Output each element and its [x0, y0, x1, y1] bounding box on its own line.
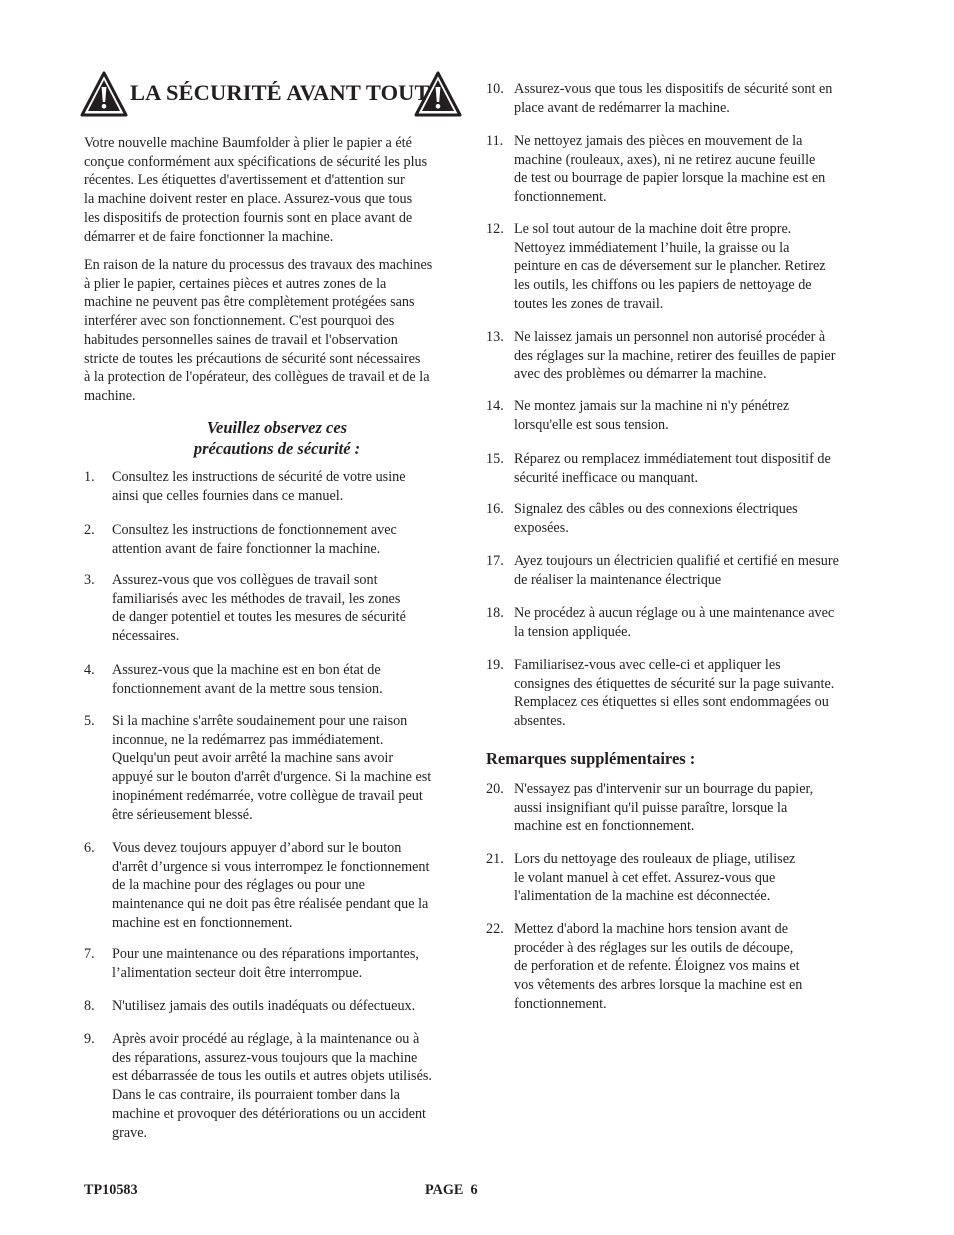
- intro-paragraph: [84, 134, 470, 246]
- text-line: N'essayez pas d'intervenir sur un bourrage du papier,: [514, 781, 814, 797]
- text-line: machine et provoquer des détériorations ou un accident: [112, 1105, 426, 1122]
- text-line: Assurez-vous que tous les dispositifs de sécurité sont en: [514, 81, 833, 97]
- text-line: Signalez des câbles ou des connexions électriques: [514, 501, 798, 517]
- list-item-number: 7.: [84, 946, 95, 962]
- list-item-text: [514, 780, 813, 836]
- text-line: habitudes personnelles saines de travail et l'observation: [84, 331, 398, 348]
- list-item-number: 6.: [84, 840, 95, 856]
- text-line: de test ou bourrage de papier lorsque la machine est en: [514, 170, 826, 187]
- list-item-text: [514, 80, 832, 117]
- text-line: N'utilisez jamais des outils inadéquats ou défectueux.: [112, 998, 416, 1014]
- text-line: Ayez toujours un électricien qualifié et certifié en mesure: [514, 553, 839, 569]
- text-line: machine est en fonctionnement.: [112, 914, 293, 931]
- list-item-text: [112, 571, 406, 646]
- list-item-number: 14.: [486, 398, 504, 414]
- text-line: avec des problèmes ou démarrer la machine.: [514, 366, 767, 383]
- list-item-number: 18.: [486, 605, 504, 621]
- text-line: d'arrêt d’urgence si vous interrompez le fonctionnement: [112, 858, 430, 875]
- remarks-heading: Remarques supplémentaires :: [486, 749, 696, 768]
- text-line: démarrer et de faire fonctionner la machine.: [84, 228, 334, 245]
- text-line: Consultez les instructions de sécurité de votre usine: [112, 469, 406, 485]
- text-line: interférer avec son fonctionnement. C'est pourquoi des: [84, 313, 395, 330]
- list-item-number: 21.: [486, 851, 504, 867]
- list-item-text: [112, 997, 415, 1016]
- text-line: les outils, les chiffons ou les papiers de nettoyage de: [514, 277, 812, 294]
- list-item-number: 3.: [84, 572, 95, 588]
- text-line: attention avant de faire fonctionner la machine.: [112, 540, 381, 557]
- text-line: de réaliser la maintenance électrique: [514, 571, 722, 588]
- text-line: Lors du nettoyage des rouleaux de pliage, utilisez: [514, 851, 796, 867]
- list-item-number: 13.: [486, 329, 504, 345]
- list-item-number: 15.: [486, 451, 504, 467]
- list-item-number: 19.: [486, 657, 504, 673]
- intro-paragraph-2: [84, 256, 470, 406]
- list-item-number: 16.: [486, 501, 504, 517]
- text-line: l’alimentation secteur doit être interrompue.: [112, 964, 363, 981]
- text-line: place avant de redémarrer la machine.: [514, 99, 730, 116]
- list-item-text: [514, 220, 826, 314]
- text-line: les dispositifs de protection fournis sont en place avant de: [84, 209, 413, 226]
- list-item-text: [514, 920, 802, 1014]
- text-line: Ne procédez à aucun réglage ou à une maintenance avec: [514, 605, 835, 621]
- text-line: à la protection de l'opérateur, des collègues de travail et de la: [84, 369, 430, 386]
- list-item-number: 2.: [84, 522, 95, 538]
- list-item-number: 12.: [486, 221, 504, 237]
- page-title: LA SÉCURITÉ AVANT TOUT: [130, 80, 430, 105]
- text-line: la tension appliquée.: [514, 623, 632, 640]
- list-item-number: 5.: [84, 713, 95, 729]
- text-line: de danger potentiel et toutes les mesures de sécurité: [112, 609, 406, 626]
- text-line: machine est en fonctionnement.: [514, 818, 695, 835]
- list-item-text: [112, 712, 431, 824]
- text-line: la machine doivent rester en place. Assurez-vous que tous: [84, 191, 413, 208]
- list-item-text: [514, 500, 798, 537]
- list-item-number: 11.: [486, 133, 504, 149]
- text-line: Assurez-vous que la machine est en bon état de: [112, 662, 381, 678]
- text-line: procéder à des réglages sur les outils de découpe,: [514, 939, 794, 956]
- text-line: Après avoir procédé au réglage, à la maintenance ou à: [112, 1031, 420, 1047]
- text-line: machine (rouleaux, axes), ni ne retirez aucune feuille: [514, 151, 816, 168]
- page-number: PAGE 6: [425, 1182, 478, 1198]
- warning-triangle-icon: [80, 71, 128, 117]
- text-line: machine ne peuvent pas être complètement protégées sans: [84, 294, 415, 311]
- text-line: fonctionnement.: [514, 995, 607, 1012]
- text-line: Ne laissez jamais un personnel non autorisé procéder à: [514, 329, 826, 345]
- text-line: Familiarisez-vous avec celle-ci et appliquer les: [514, 657, 781, 673]
- list-item-text: [514, 132, 825, 207]
- text-line: Votre nouvelle machine Baumfolder à plier le papier a été: [84, 135, 412, 151]
- text-line: fonctionnement.: [514, 189, 607, 206]
- text-line: récentes. Les étiquettes d'avertissement et d'attention sur: [84, 172, 405, 189]
- text-line: toutes les zones de travail.: [514, 295, 664, 312]
- text-line: Si la machine s'arrête soudainement pour une raison: [112, 713, 408, 729]
- text-line: Remplacez ces étiquettes si elles sont endommagées ou: [514, 694, 829, 711]
- text-line: de la machine pour des réglages ou pour une: [112, 877, 365, 894]
- subheading-line: précautions de sécurité :: [193, 439, 361, 458]
- list-item-text: [112, 521, 397, 558]
- text-line: Ne nettoyez jamais des pièces en mouvement de la: [514, 133, 803, 149]
- text-line: Mettez d'abord la machine hors tension avant de: [514, 921, 788, 937]
- text-line: absentes.: [514, 713, 566, 730]
- list-item-text: [112, 1030, 432, 1142]
- list-item-text: [112, 945, 419, 982]
- text-line: être sérieusement blessé.: [112, 806, 253, 823]
- text-line: des réglages sur la machine, retirer des feuilles de papier: [514, 347, 836, 364]
- list-item-text: [514, 450, 831, 487]
- list-item-number: 10.: [486, 81, 504, 97]
- text-line: inopinément redémarrée, votre collègue de travail peut: [112, 787, 423, 804]
- text-line: stricte de toutes les précautions de sécurité sont nécessaires: [84, 350, 421, 367]
- text-line: machine.: [84, 387, 136, 404]
- title-row: [80, 70, 470, 122]
- text-line: ainsi que celles fournies dans ce manuel.: [112, 487, 344, 504]
- list-item-text: [112, 661, 383, 698]
- document-number: TP10583: [84, 1182, 138, 1198]
- text-line: conçue conformément aux spécifications de sécurité les plus: [84, 153, 428, 170]
- list-item-text: [514, 656, 834, 731]
- text-line: l'alimentation de la machine est déconnectée.: [514, 888, 771, 905]
- text-line: Consultez les instructions de fonctionnement avec: [112, 522, 397, 538]
- text-line: consignes des étiquettes de sécurité sur la page suivante.: [514, 675, 835, 692]
- list-item-number: 20.: [486, 781, 504, 797]
- text-line: fonctionnement avant de la mettre sous tension.: [112, 680, 383, 697]
- text-line: est débarrassée de tous les outils et autres objets utilisés.: [112, 1068, 432, 1085]
- text-line: familiarisés avec les méthodes de travail, les zones: [112, 590, 401, 607]
- list-item-number: 4.: [84, 662, 95, 678]
- list-item-text: [112, 839, 429, 933]
- text-line: le volant manuel à cet effet. Assurez-vous que: [514, 869, 776, 886]
- safety-subheading: [84, 417, 470, 459]
- text-line: à plier le papier, certaines pièces et autres zones de la: [84, 275, 387, 292]
- text-line: des réparations, assurez-vous toujours que la machine: [112, 1049, 418, 1066]
- text-line: maintenance qui ne doit pas être réalisée pendant que la: [112, 896, 429, 913]
- list-item-number: 8.: [84, 998, 95, 1014]
- text-line: Réparez ou remplacez immédiatement tout dispositif de: [514, 451, 831, 467]
- list-item-number: 1.: [84, 469, 95, 485]
- list-item-text: [112, 468, 406, 505]
- list-item-number: 22.: [486, 921, 504, 937]
- text-line: lorsqu'elle est sous tension.: [514, 416, 669, 433]
- text-line: Ne montez jamais sur la machine ni n'y pénétrez: [514, 398, 790, 414]
- text-line: aussi insignifiant qu'il puisse paraître, lorsque la: [514, 799, 788, 816]
- list-item-number: 17.: [486, 553, 504, 569]
- text-line: exposées.: [514, 519, 569, 536]
- text-line: peinture en cas de déversement sur le plancher. Retirez: [514, 258, 826, 275]
- list-item-text: [514, 397, 789, 434]
- text-line: grave.: [112, 1124, 148, 1141]
- text-line: nécessaires.: [112, 628, 180, 645]
- list-item-text: [514, 850, 795, 906]
- list-item-text: [514, 328, 835, 384]
- subheading-line: Veuillez observez ces: [206, 418, 348, 437]
- text-line: Quelqu'un peut avoir arrêté la machine sans avoir: [112, 750, 394, 767]
- text-line: sécurité inefficace ou manquant.: [514, 469, 699, 486]
- text-line: inconnue, ne la redémarrez pas immédiatement.: [112, 731, 384, 748]
- text-line: Vous devez toujours appuyer d’abord sur le bouton: [112, 840, 402, 856]
- text-line: Dans le cas contraire, ils pourraient tomber dans la: [112, 1087, 400, 1104]
- text-line: appuyé sur le bouton d'arrêt d'urgence. Si la machine est: [112, 769, 432, 786]
- text-line: Pour une maintenance ou des réparations importantes,: [112, 946, 419, 962]
- text-line: Nettoyez immédiatement l’huile, la graisse ou la: [514, 239, 790, 256]
- list-item-text: [514, 604, 834, 641]
- text-line: vos vêtements des arbres lorsque la machine est en: [514, 977, 803, 994]
- text-line: En raison de la nature du processus des travaux des machines: [84, 257, 433, 273]
- text-line: Le sol tout autour de la machine doit être propre.: [514, 221, 792, 237]
- text-line: de perforation et de refente. Éloignez vos mains et: [514, 958, 800, 975]
- list-item-text: [514, 552, 839, 589]
- list-item-number: 9.: [84, 1031, 95, 1047]
- text-line: Assurez-vous que vos collègues de travail sont: [112, 572, 378, 588]
